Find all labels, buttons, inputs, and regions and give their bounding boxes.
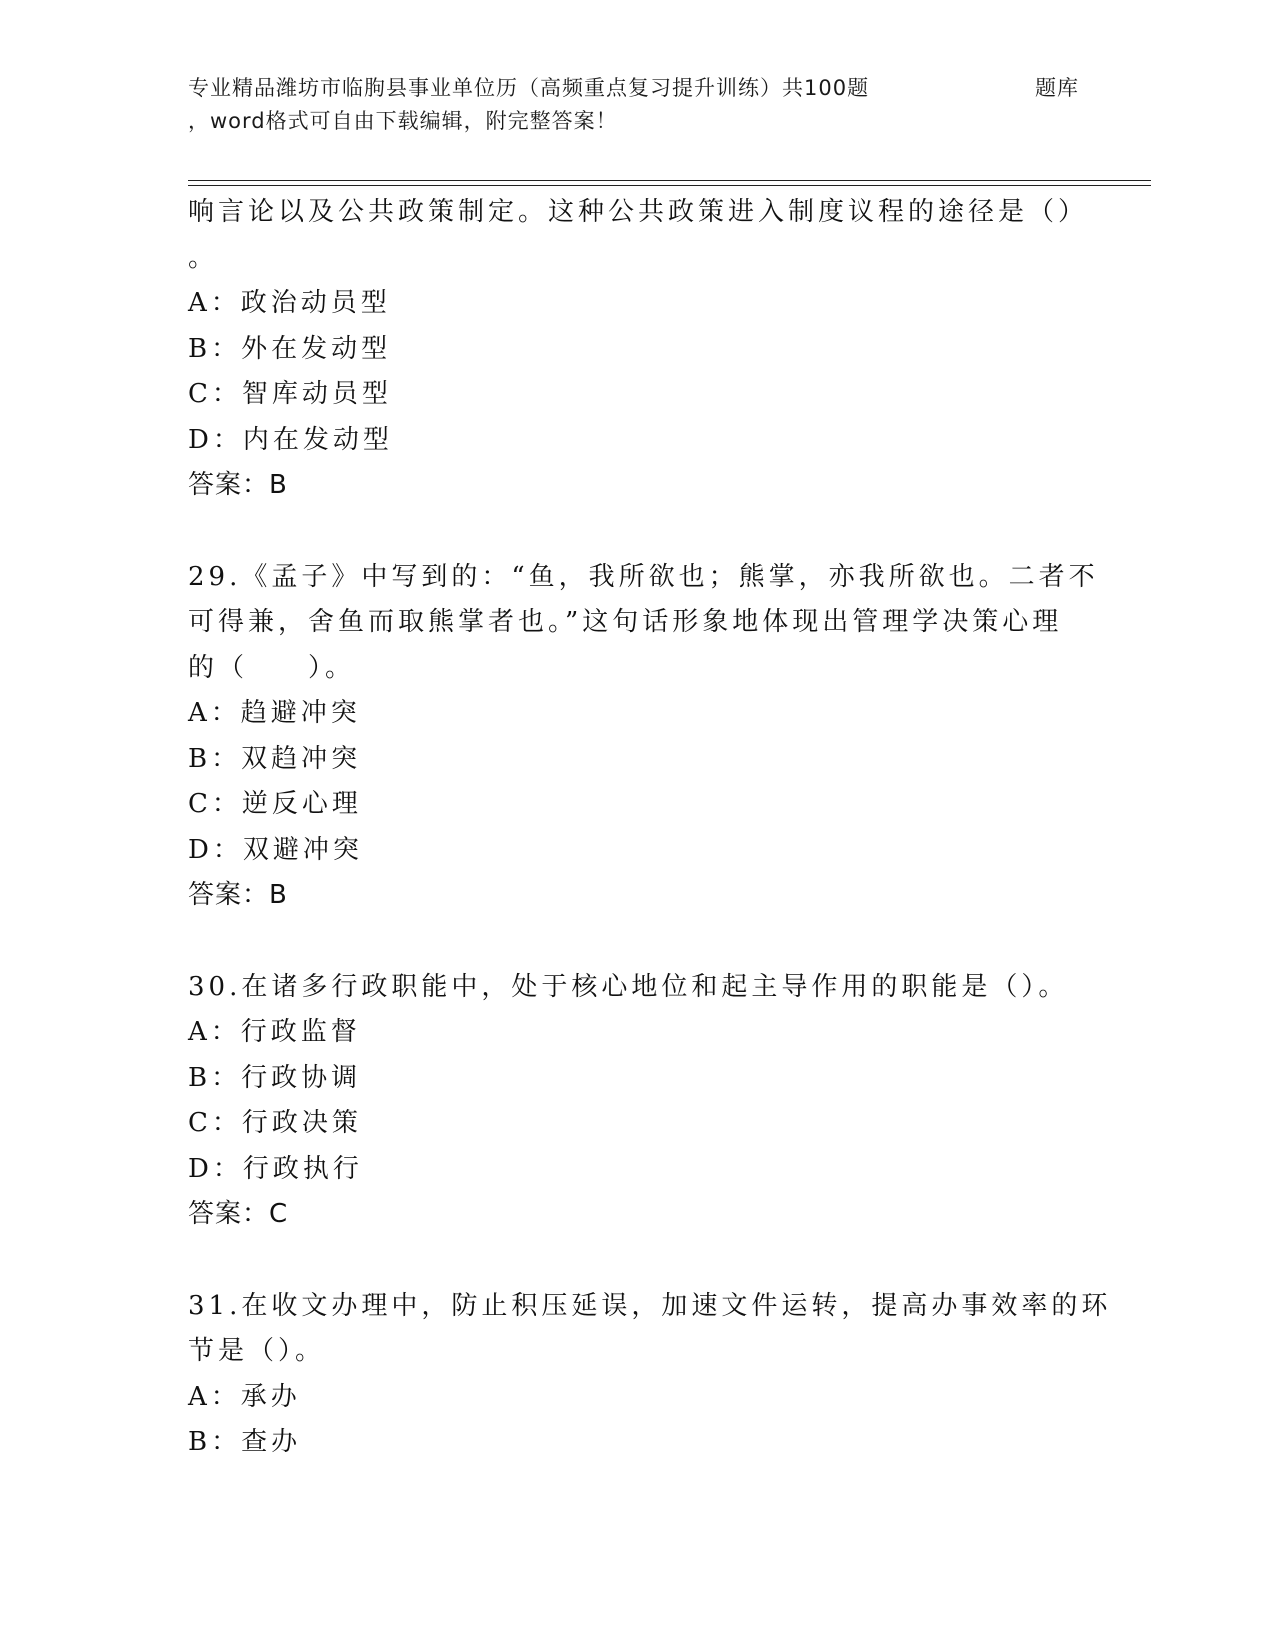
question-spacer: [188, 919, 1088, 965]
option-c: C：智库动员型: [188, 379, 392, 409]
question-stem-line: 31.在收文办理中，防止积压延误，加速文件运转，提高办事效率的环: [188, 1290, 1112, 1321]
question-spacer: [188, 1238, 1088, 1284]
option-d: D：内在发动型: [188, 424, 393, 455]
answer-line: 答案：C: [188, 1199, 289, 1229]
option-b: B：行政协调: [188, 1062, 362, 1093]
header-rule-top: [188, 180, 1151, 181]
question-28: [188, 190, 1088, 509]
question-stem-line: 30.在诸多行政职能中，处于核心地位和起主导作用的职能是（）。: [188, 971, 1069, 1002]
option-a: A：行政监督: [188, 1017, 361, 1047]
option-b: B：外在发动型: [188, 333, 392, 364]
option-a: A：承办: [188, 1381, 301, 1412]
option-a: A：趋避冲突: [188, 698, 361, 728]
answer-line: 答案：B: [188, 880, 288, 910]
question-stem-line: 。: [188, 242, 219, 273]
question-29: [188, 555, 1099, 919]
document-body: [188, 190, 1112, 1466]
question-30: [188, 965, 1088, 1238]
question-stem-line: 节是（）。: [188, 1336, 326, 1366]
option-c: C：逆反心理: [188, 789, 362, 819]
question-spacer: [188, 509, 1088, 555]
question-stem-line: 29.《孟子》中写到的：“鱼，我所欲也；熊掌，亦我所欲也。二者不: [188, 561, 1099, 592]
question-stem-line: 响言论以及公共政策制定。这种公共政策进入制度议程的途径是（）: [188, 197, 1089, 227]
document-header: [188, 72, 1088, 138]
answer-line: 答案：B: [188, 470, 288, 500]
option-d: D：行政执行: [188, 1153, 363, 1184]
option-b: B：双趋冲突: [188, 743, 362, 774]
header-rule-bottom: [188, 185, 1151, 186]
question-31: [188, 1284, 1112, 1466]
option-c: C：行政决策: [188, 1108, 362, 1138]
header-line-1: [188, 72, 1088, 105]
question-stem-line: 的（ ）。: [188, 652, 356, 683]
header-line-2: ，word格式可自由下载编辑，附完整答案！: [188, 109, 618, 133]
option-a: A：政治动员型: [188, 288, 391, 318]
question-stem-line: 可得兼，舍鱼而取熊掌者也。”这句话形象地体现出管理学决策心理: [188, 607, 1063, 637]
header-title-tail: 题库: [1035, 76, 1079, 100]
header-title: 专业精品潍坊市临朐县事业单位历（高频重点复习提升训练）共100题: [188, 76, 870, 100]
option-d: D：双避冲突: [188, 834, 363, 865]
option-b: B：查办: [188, 1427, 302, 1457]
